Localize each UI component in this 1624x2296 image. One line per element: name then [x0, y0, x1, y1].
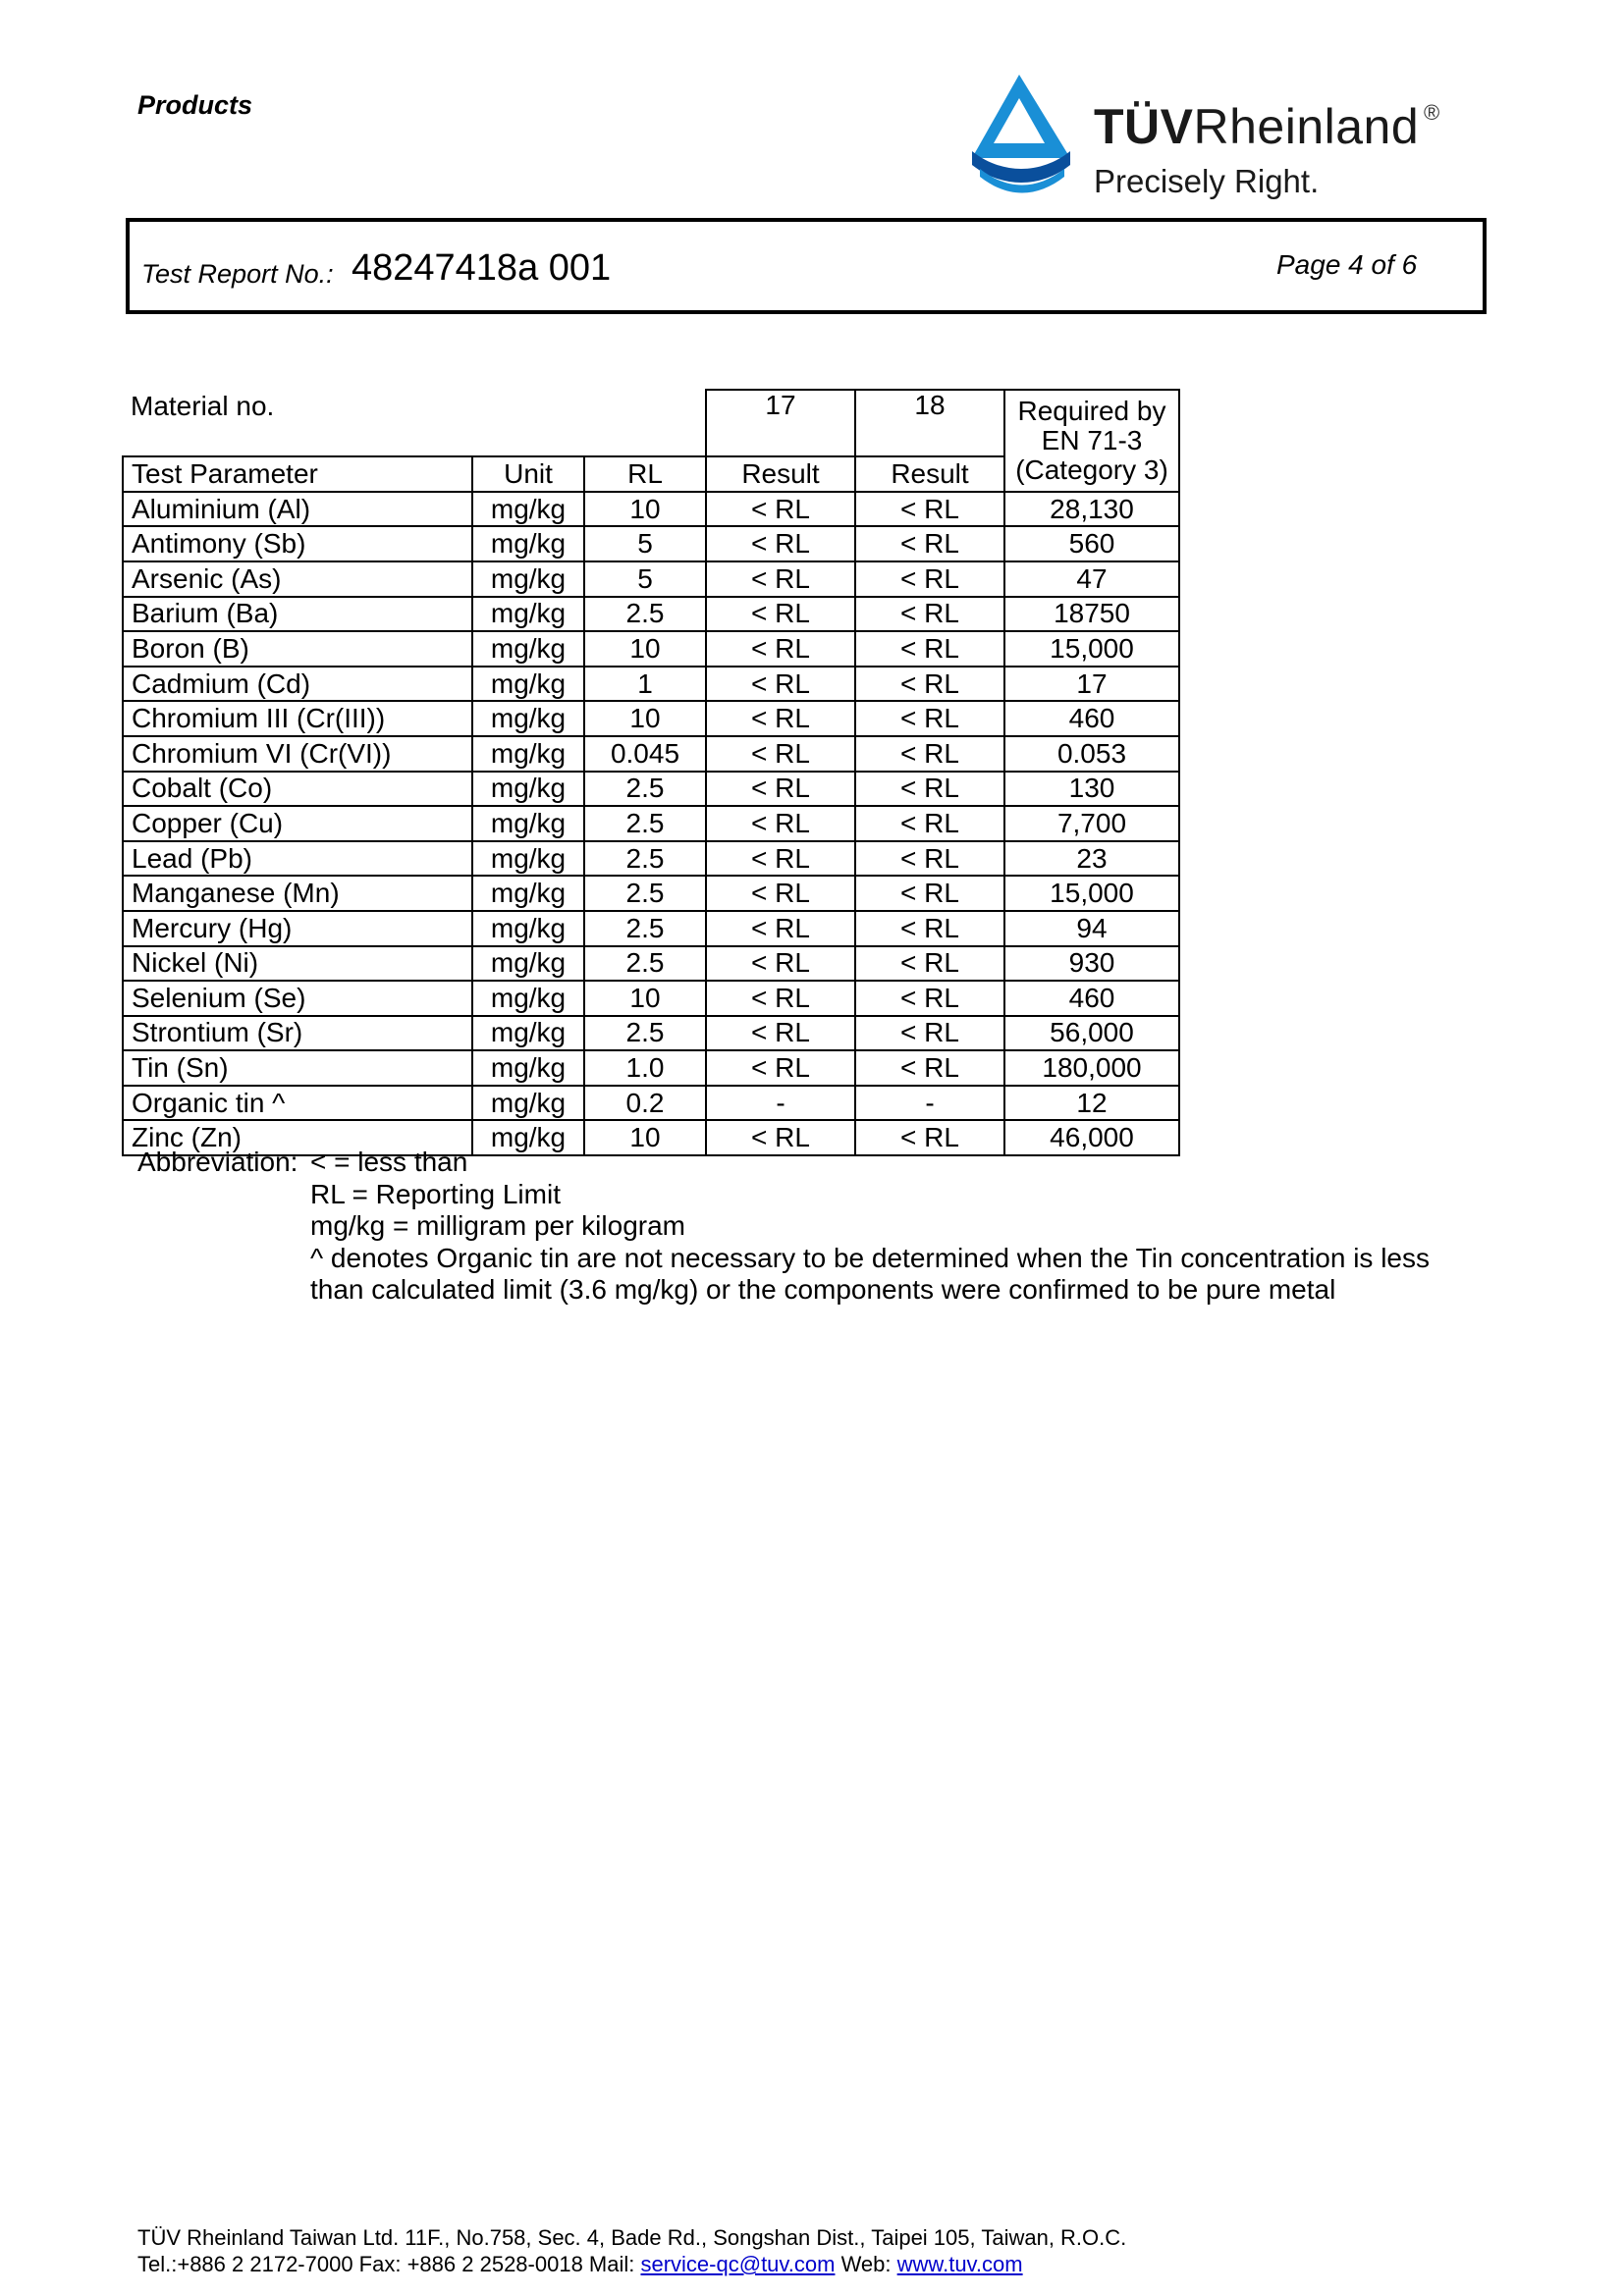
cell-limit: 560	[1004, 526, 1179, 561]
abbreviation-line: ^ denotes Organic tin are not necessary to be determined when the Tin concentration is less	[310, 1242, 1431, 1273]
cell-limit: 47	[1004, 561, 1179, 597]
abbreviation-label: Abbreviation:	[137, 1147, 298, 1177]
cell-result-18: < RL	[855, 492, 1004, 527]
cell-param: Arsenic (As)	[123, 561, 472, 597]
cell-result-18: < RL	[855, 772, 1004, 807]
cell-result-18: < RL	[855, 597, 1004, 632]
table-row	[123, 1086, 1179, 1121]
cell-unit: mg/kg	[472, 1086, 584, 1121]
cell-result-17: < RL	[706, 841, 855, 877]
cell-result-17: < RL	[706, 981, 855, 1016]
cell-limit: 28,130	[1004, 492, 1179, 527]
cell-param: Chromium III (Cr(III))	[123, 701, 472, 736]
cell-limit: 94	[1004, 911, 1179, 946]
cell-rl: 2.5	[584, 841, 706, 877]
test-results-table	[122, 389, 1180, 1156]
registered-mark: ®	[1424, 100, 1440, 125]
cell-param: Aluminium (Al)	[123, 492, 472, 527]
cell-unit: mg/kg	[472, 667, 584, 702]
required-by-header	[1004, 390, 1179, 492]
cell-param: Cadmium (Cd)	[123, 667, 472, 702]
cell-unit: mg/kg	[472, 526, 584, 561]
header-rl: RL	[584, 456, 706, 492]
abbreviation-line: < = less than	[310, 1147, 468, 1177]
cell-limit: 12	[1004, 1086, 1179, 1121]
abbreviation-list	[310, 1147, 1587, 1307]
table-row	[123, 841, 1179, 877]
cell-param: Zinc (Zn)	[123, 1120, 472, 1155]
header-result-18: Result	[855, 456, 1004, 492]
cell-rl: 5	[584, 526, 706, 561]
cell-rl: 5	[584, 561, 706, 597]
cell-unit: mg/kg	[472, 492, 584, 527]
material-no-label: Material no.	[131, 390, 275, 421]
cell-limit: 23	[1004, 841, 1179, 877]
cell-result-18: < RL	[855, 667, 1004, 702]
cell-result-17: < RL	[706, 772, 855, 807]
cell-result-17: < RL	[706, 946, 855, 982]
cell-rl: 2.5	[584, 911, 706, 946]
report-number: 48247418a 001	[352, 247, 612, 289]
cell-limit: 46,000	[1004, 1120, 1179, 1155]
cell-unit: mg/kg	[472, 631, 584, 667]
cell-result-17: < RL	[706, 876, 855, 911]
cell-unit: mg/kg	[472, 561, 584, 597]
footer	[137, 2224, 1126, 2277]
cell-result-18: < RL	[855, 841, 1004, 877]
products-heading: Products	[137, 90, 253, 120]
cell-result-18: < RL	[855, 1050, 1004, 1086]
table-body	[123, 492, 1179, 1155]
cell-limit: 460	[1004, 701, 1179, 736]
cell-result-18: -	[855, 1086, 1004, 1121]
material-no-17: 17	[706, 390, 855, 456]
table-row	[123, 911, 1179, 946]
cell-unit: mg/kg	[472, 876, 584, 911]
cell-limit: 15,000	[1004, 631, 1179, 667]
web-link[interactable]: www.tuv.com	[896, 2252, 1023, 2276]
report-number-label: Test Report No.:	[141, 259, 334, 289]
cell-result-17: < RL	[706, 911, 855, 946]
cell-result-17: < RL	[706, 526, 855, 561]
abbreviation-line: RL = Reporting Limit	[310, 1178, 561, 1209]
cell-limit: 0.053	[1004, 736, 1179, 772]
cell-unit: mg/kg	[472, 701, 584, 736]
cell-result-18: < RL	[855, 701, 1004, 736]
table-row	[123, 526, 1179, 561]
material-no-18: 18	[855, 390, 1004, 456]
cell-rl: 10	[584, 631, 706, 667]
cell-unit: mg/kg	[472, 1120, 584, 1155]
cell-rl: 10	[584, 701, 706, 736]
cell-rl: 2.5	[584, 806, 706, 841]
cell-param: Antimony (Sb)	[123, 526, 472, 561]
cell-param: Chromium VI (Cr(VI))	[123, 736, 472, 772]
footer-contact	[137, 2251, 1126, 2277]
cell-result-18: < RL	[855, 1120, 1004, 1155]
cell-limit: 180,000	[1004, 1050, 1179, 1086]
cell-rl: 2.5	[584, 1016, 706, 1051]
cell-limit: 460	[1004, 981, 1179, 1016]
cell-limit: 17	[1004, 667, 1179, 702]
cell-unit: mg/kg	[472, 946, 584, 982]
cell-limit: 56,000	[1004, 1016, 1179, 1051]
cell-result-17: < RL	[706, 736, 855, 772]
cell-rl: 1	[584, 667, 706, 702]
logo-tagline: Precisely Right.	[1094, 163, 1320, 199]
cell-result-18: < RL	[855, 946, 1004, 982]
abbreviation-line: mg/kg = milligram per kilogram	[310, 1210, 685, 1241]
cell-rl: 10	[584, 1120, 706, 1155]
cell-result-18: < RL	[855, 526, 1004, 561]
cell-result-17: < RL	[706, 1120, 855, 1155]
required-by-line: EN 71-3	[1041, 424, 1143, 455]
cell-unit: mg/kg	[472, 981, 584, 1016]
footer-tel-fax: Tel.:+886 2 2172-7000 Fax: +886 2 2528-0018 Mail:	[137, 2252, 641, 2276]
cell-result-18: < RL	[855, 981, 1004, 1016]
table-row	[123, 736, 1179, 772]
report-header-box	[126, 218, 1487, 314]
cell-result-18: < RL	[855, 911, 1004, 946]
cell-result-17: < RL	[706, 492, 855, 527]
table-row	[123, 561, 1179, 597]
cell-result-18: < RL	[855, 806, 1004, 841]
cell-result-17: < RL	[706, 597, 855, 632]
cell-rl: 2.5	[584, 772, 706, 807]
header-unit: Unit	[472, 456, 584, 492]
cell-param: Strontium (Sr)	[123, 1016, 472, 1051]
cell-limit: 15,000	[1004, 876, 1179, 911]
cell-unit: mg/kg	[472, 806, 584, 841]
table-row	[123, 492, 1179, 527]
table-row	[123, 701, 1179, 736]
cell-result-17: < RL	[706, 1050, 855, 1086]
cell-result-17: < RL	[706, 1016, 855, 1051]
cell-rl: 10	[584, 492, 706, 527]
required-by-line: (Category 3)	[1015, 454, 1168, 485]
cell-param: Barium (Ba)	[123, 597, 472, 632]
cell-rl: 0.2	[584, 1086, 706, 1121]
cell-result-17: -	[706, 1086, 855, 1121]
header-result-17: Result	[706, 456, 855, 492]
cell-result-17: < RL	[706, 701, 855, 736]
table-row	[123, 806, 1179, 841]
cell-unit: mg/kg	[472, 841, 584, 877]
logo-wordmark: TÜVRheinland	[1094, 99, 1420, 154]
table-row	[123, 631, 1179, 667]
table-row	[123, 1050, 1179, 1086]
cell-limit: 130	[1004, 772, 1179, 807]
cell-unit: mg/kg	[472, 597, 584, 632]
cell-param: Cobalt (Co)	[123, 772, 472, 807]
cell-result-18: < RL	[855, 876, 1004, 911]
footer-web-label: Web:	[835, 2252, 897, 2276]
cell-result-18: < RL	[855, 736, 1004, 772]
cell-unit: mg/kg	[472, 736, 584, 772]
cell-param: Manganese (Mn)	[123, 876, 472, 911]
table-row	[123, 667, 1179, 702]
cell-unit: mg/kg	[472, 911, 584, 946]
header-spacer	[123, 423, 706, 457]
table-row	[123, 772, 1179, 807]
cell-result-17: < RL	[706, 631, 855, 667]
cell-result-18: < RL	[855, 561, 1004, 597]
cell-rl: 2.5	[584, 597, 706, 632]
table-row	[123, 597, 1179, 632]
cell-limit: 930	[1004, 946, 1179, 982]
cell-param: Selenium (Se)	[123, 981, 472, 1016]
cell-unit: mg/kg	[472, 1050, 584, 1086]
cell-rl: 2.5	[584, 876, 706, 911]
page-number: Page 4 of 6	[1276, 249, 1418, 280]
cell-param: Boron (B)	[123, 631, 472, 667]
cell-result-17: < RL	[706, 667, 855, 702]
cell-param: Mercury (Hg)	[123, 911, 472, 946]
cell-rl: 0.045	[584, 736, 706, 772]
cell-limit: 7,700	[1004, 806, 1179, 841]
cell-unit: mg/kg	[472, 772, 584, 807]
cell-result-18: < RL	[855, 631, 1004, 667]
cell-rl: 1.0	[584, 1050, 706, 1086]
table-row	[123, 946, 1179, 982]
cell-param: Copper (Cu)	[123, 806, 472, 841]
table-row	[123, 1016, 1179, 1051]
required-by-line: Required by	[1017, 395, 1166, 426]
table-row	[123, 876, 1179, 911]
cell-param: Lead (Pb)	[123, 841, 472, 877]
cell-unit: mg/kg	[472, 1016, 584, 1051]
cell-result-17: < RL	[706, 561, 855, 597]
mail-link[interactable]: service-qc@tuv.com	[640, 2252, 836, 2276]
cell-rl: 10	[584, 981, 706, 1016]
cell-limit: 18750	[1004, 597, 1179, 632]
abbreviation-line: than calculated limit (3.6 mg/kg) or the components were confirmed to be pure metal	[310, 1274, 1336, 1305]
cell-result-17: < RL	[706, 806, 855, 841]
table-row	[123, 981, 1179, 1016]
cell-result-18: < RL	[855, 1016, 1004, 1051]
cell-rl: 2.5	[584, 946, 706, 982]
header-test-parameter: Test Parameter	[123, 456, 472, 492]
cell-param: Nickel (Ni)	[123, 946, 472, 982]
cell-param: Tin (Sn)	[123, 1050, 472, 1086]
cell-param: Organic tin ^	[123, 1086, 472, 1121]
footer-address: TÜV Rheinland Taiwan Ltd. 11F., No.758, Sec. 4, Bade Rd., Songshan Dist., Taipei 105, Taiwan, R.O.C.	[137, 2225, 1127, 2250]
table-header	[123, 390, 1179, 492]
